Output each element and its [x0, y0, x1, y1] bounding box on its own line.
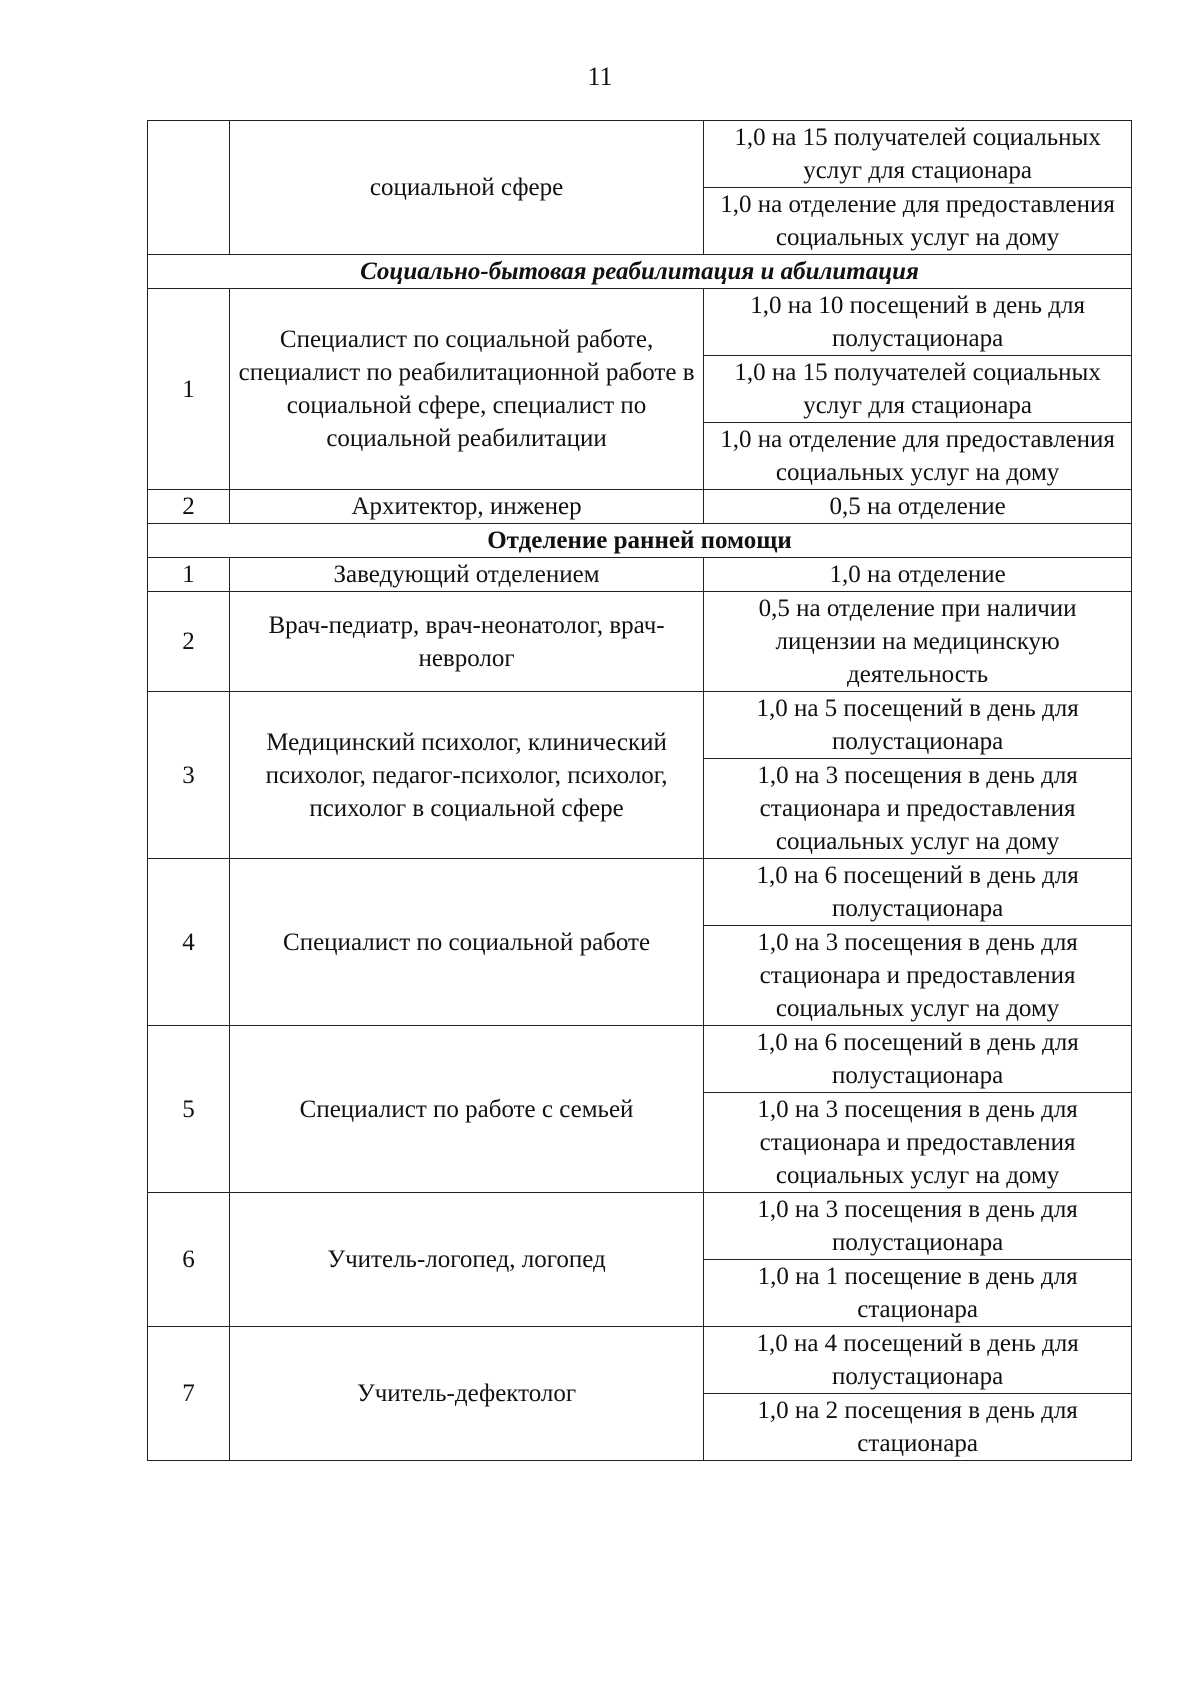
staffing-norm: 1,0 на 6 посещений в день для полустационара [704, 859, 1132, 926]
staffing-norm: 1,0 на 15 получателей социальных услуг для стационара [704, 356, 1132, 423]
table-row [148, 558, 1132, 592]
section-header-row [148, 255, 1132, 289]
position-name: Медицинский психолог, клинический психолог, педагог-психолог, психолог, психолог в социальной сфере [229, 692, 703, 859]
table-row [148, 121, 1132, 188]
staffing-norm: 1,0 на 2 посещения в день для стационара [704, 1394, 1132, 1461]
row-number: 2 [148, 592, 230, 692]
table-row [148, 289, 1132, 356]
position-name: Архитектор, инженер [229, 490, 703, 524]
staffing-norm: 1,0 на отделение для предоставления социальных услуг на дому [704, 188, 1132, 255]
staffing-norm: 1,0 на 3 посещения в день для стационара и предоставления социальных услуг на дому [704, 926, 1132, 1026]
staffing-norm: 1,0 на отделение [704, 558, 1132, 592]
table-row [148, 692, 1132, 759]
row-number: 7 [148, 1327, 230, 1461]
table-row [148, 1193, 1132, 1260]
table-row [148, 490, 1132, 524]
row-number [148, 121, 230, 255]
staffing-norm: 1,0 на 6 посещений в день для полустационара [704, 1026, 1132, 1093]
section-title: Отделение ранней помощи [148, 524, 1132, 558]
section-header-row [148, 524, 1132, 558]
table-row [148, 1327, 1132, 1394]
row-number: 6 [148, 1193, 230, 1327]
staffing-norm: 1,0 на 5 посещений в день для полустационара [704, 692, 1132, 759]
row-number: 4 [148, 859, 230, 1026]
position-name: Заведующий отделением [229, 558, 703, 592]
section-title: Социально-бытовая реабилитация и абилитация [148, 255, 1132, 289]
staffing-norm: 0,5 на отделение [704, 490, 1132, 524]
position-name: Врач-педиатр, врач-неонатолог, врач-невролог [229, 592, 703, 692]
position-name: Учитель-логопед, логопед [229, 1193, 703, 1327]
staffing-norm: 1,0 на 4 посещений в день для полустационара [704, 1327, 1132, 1394]
table-row [148, 1026, 1132, 1093]
staffing-table [147, 120, 1132, 1461]
staffing-norm: 0,5 на отделение при наличии лицензии на медицинскую деятельность [704, 592, 1132, 692]
row-number: 5 [148, 1026, 230, 1193]
staffing-norm: 1,0 на 15 получателей социальных услуг для стационара [704, 121, 1132, 188]
staffing-norm: 1,0 на 10 посещений в день для полустационара [704, 289, 1132, 356]
position-name: Специалист по работе с семьей [229, 1026, 703, 1193]
position-name: социальной сфере [229, 121, 703, 255]
position-name: Специалист по социальной работе [229, 859, 703, 1026]
row-number: 1 [148, 289, 230, 490]
table-row [148, 592, 1132, 692]
staffing-norm: 1,0 на 3 посещения в день для стационара и предоставления социальных услуг на дому [704, 759, 1132, 859]
row-number: 1 [148, 558, 230, 592]
row-number: 2 [148, 490, 230, 524]
position-name: Учитель-дефектолог [229, 1327, 703, 1461]
staffing-norm: 1,0 на 1 посещение в день для стационара [704, 1260, 1132, 1327]
staffing-norm: 1,0 на 3 посещения в день для полустационара [704, 1193, 1132, 1260]
staffing-norm: 1,0 на отделение для предоставления социальных услуг на дому [704, 423, 1132, 490]
page-number: 11 [587, 62, 613, 91]
position-name: Специалист по социальной работе, специалист по реабилитационной работе в социальной сфере, специалист по социальной реабилитации [229, 289, 703, 490]
staffing-norm: 1,0 на 3 посещения в день для стационара и предоставления социальных услуг на дому [704, 1093, 1132, 1193]
table-row [148, 859, 1132, 926]
row-number: 3 [148, 692, 230, 859]
